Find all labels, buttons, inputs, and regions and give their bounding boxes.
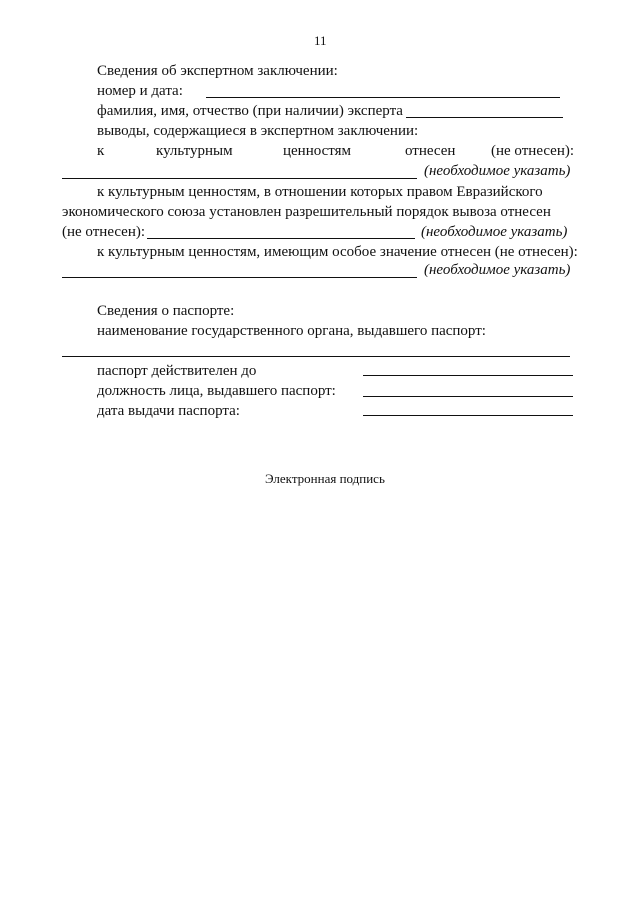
issue-date-line (363, 415, 573, 416)
permit-line-2: экономического союза установлен разрешительный порядок вывоза отнесен (62, 204, 551, 220)
page-number: 11 (314, 33, 327, 48)
hint-3: (необходимое указать) (424, 262, 571, 278)
cultural-word-3: ценностям (283, 143, 352, 159)
expert-heading: Сведения об экспертном заключении: (97, 63, 338, 79)
expert-name-label: фамилия, имя, отчество (при наличии) эксперта (97, 103, 403, 119)
conclusions-label: выводы, содержащиеся в экспертном заключении: (97, 123, 419, 139)
hint-1: (необходимое указать) (424, 163, 571, 179)
valid-until-line (363, 375, 573, 376)
cultural-line (62, 178, 417, 179)
authority-label: наименование государственного органа, выдавшего паспорт: (97, 323, 486, 339)
official-label: должность лица, выдавшего паспорт: (97, 383, 336, 399)
permit-line-3: (не отнесен): (62, 224, 146, 240)
special-line: к культурным ценностям, имеющим особое значение отнесен (не отнесен): (97, 244, 578, 260)
authority-line (62, 356, 570, 357)
official-line (363, 396, 573, 397)
issue-date-label: дата выдачи паспорта: (97, 403, 240, 419)
cultural-word-5: (не отнесен): (491, 143, 575, 159)
expert-name-line (406, 117, 563, 118)
electronic-signature: Электронная подпись (265, 471, 385, 486)
special-line-blank (62, 277, 417, 278)
valid-until-label: паспорт действителен до (97, 363, 257, 379)
cultural-word-1: к (97, 143, 105, 159)
hint-2: (необходимое указать) (421, 224, 568, 240)
passport-heading: Сведения о паспорте: (97, 303, 235, 319)
cultural-word-4: отнесен (405, 143, 456, 159)
number-date-label: номер и дата: (97, 83, 183, 99)
permit-line-blank (147, 238, 415, 239)
permit-line-1: к культурным ценностям, в отношении которых правом Евразийского (97, 184, 543, 200)
cultural-word-2: культурным (156, 143, 233, 159)
number-date-line (206, 97, 560, 98)
